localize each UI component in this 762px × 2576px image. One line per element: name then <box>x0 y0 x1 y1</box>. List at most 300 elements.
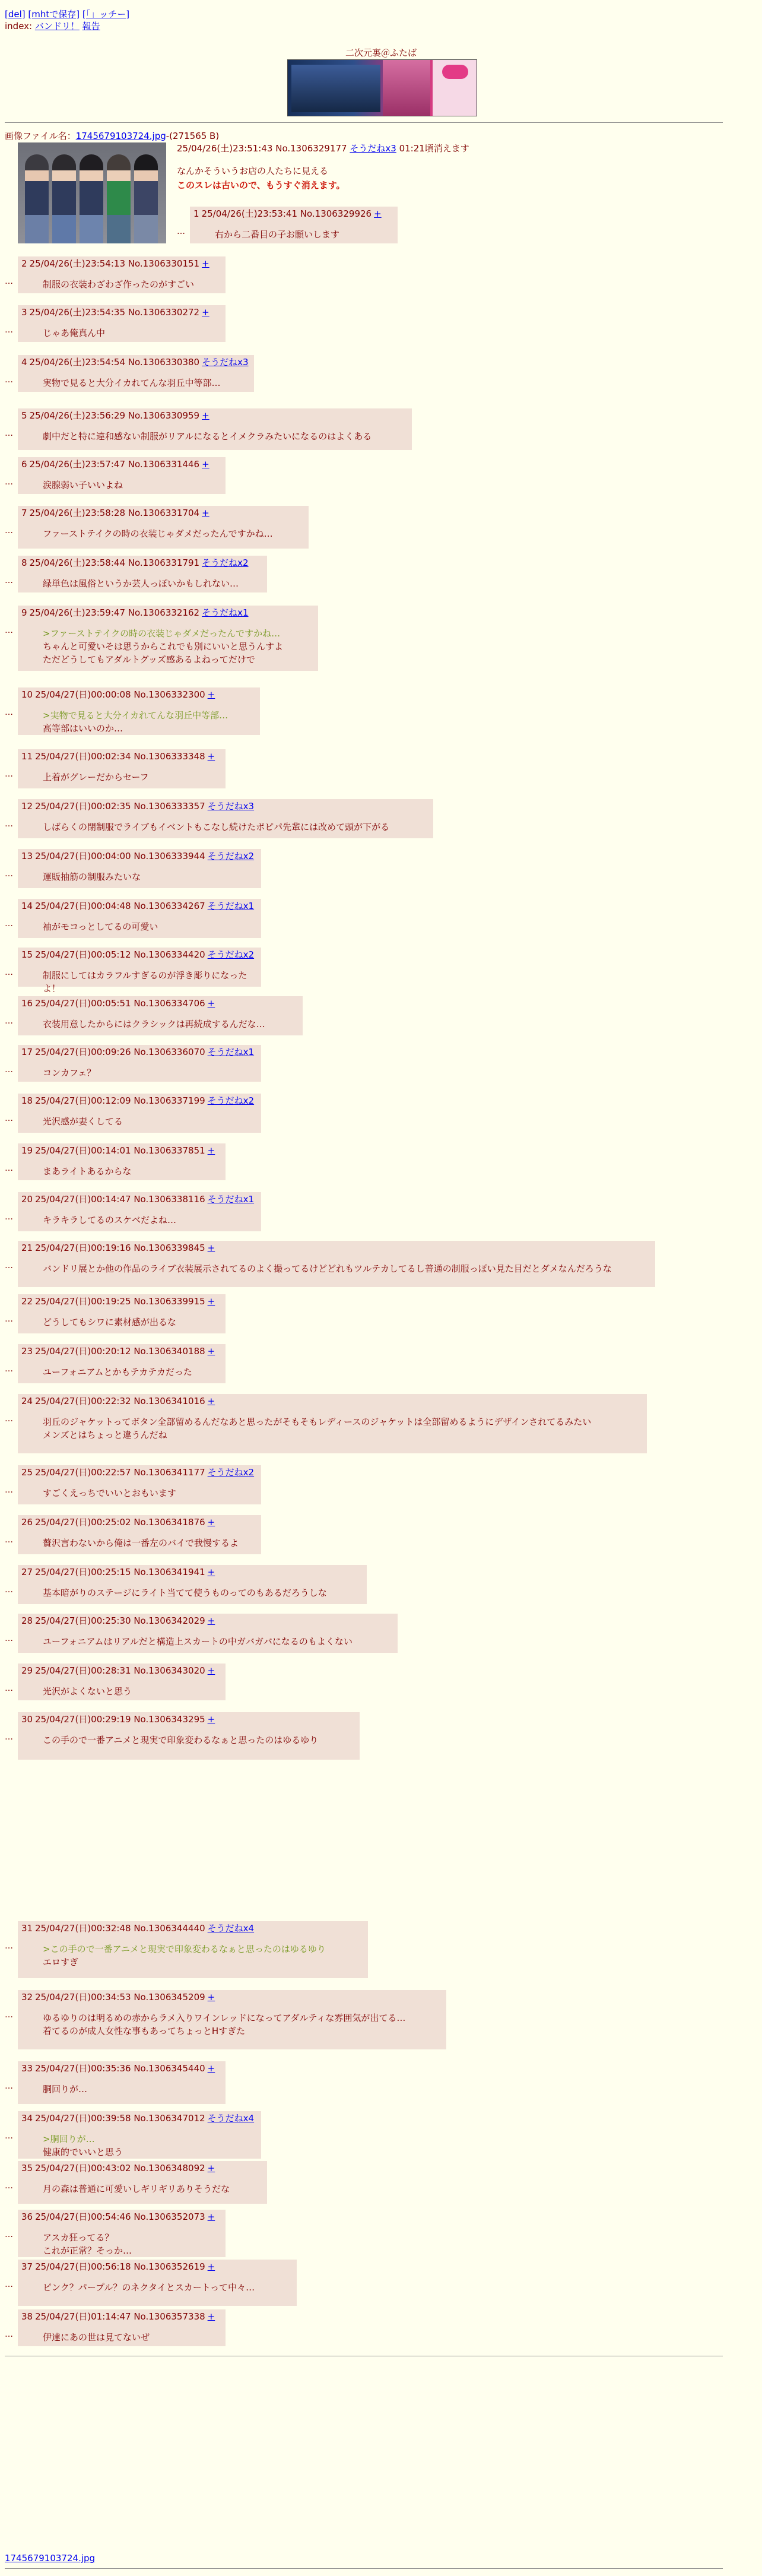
board-title: 二次元裏＠ふたば <box>345 47 417 58</box>
op-old-thread-warning: このスレは古いので、もうすぐ消えます。 <box>177 180 345 191</box>
sodane-button[interactable]: + <box>207 1243 215 1253</box>
reply-body <box>21 2011 443 2038</box>
op-number: No.1306329177 <box>275 143 347 154</box>
reply-body <box>21 709 256 735</box>
reply-header <box>21 1193 258 1205</box>
reply-number: 24 <box>21 1396 33 1406</box>
reply-date: 25/04/27(日)00:04:48 <box>35 901 134 911</box>
reply-indent-marker: … <box>177 227 185 236</box>
reply-header <box>21 607 315 619</box>
reply-post <box>18 2111 261 2159</box>
reply-body <box>21 1262 652 1275</box>
reply-indent-marker: … <box>5 708 13 717</box>
reply-post-number: No.1306341016 <box>134 1396 205 1406</box>
reply-date: 25/04/26(土)23:57:47 <box>29 459 128 470</box>
sodane-button[interactable]: そうだねx1 <box>207 1194 255 1205</box>
reply-post <box>18 556 267 592</box>
reply-text-line: 高等部はいいのか… <box>43 723 123 734</box>
sodane-button[interactable]: そうだねx2 <box>202 557 249 568</box>
reply-text-line: すごくえっちでいいとおもいます <box>43 1488 176 1498</box>
reply-number: 26 <box>21 1517 33 1528</box>
reply-header <box>21 1466 258 1478</box>
reply-text-line: メンズとはちょっと違うんだね <box>43 1430 167 1440</box>
reply-header <box>21 1242 652 1254</box>
reply-post-number: No.1306342029 <box>134 1615 205 1626</box>
reply-header <box>21 1713 356 1725</box>
reply-date: 25/04/27(日)00:22:57 <box>35 1467 134 1478</box>
reply-post-number: No.1306352619 <box>134 2261 205 2272</box>
del-link[interactable]: [del] <box>5 9 26 20</box>
sodane-button[interactable]: + <box>207 2211 215 2222</box>
sodane-button[interactable]: + <box>207 1992 215 2003</box>
reply-text-line: じゃあ俺真ん中 <box>43 328 106 338</box>
reply-body <box>21 820 430 834</box>
sodane-button[interactable]: そうだねx2 <box>207 851 255 861</box>
reply-number: 27 <box>21 1567 33 1577</box>
reply-post-number: No.1306340188 <box>134 1346 205 1357</box>
reply-post-number: No.1306341177 <box>134 1467 205 1478</box>
reply-text-line: 制服の衣装わざわざ作ったのがすごい <box>43 279 195 290</box>
reply-number: 11 <box>21 751 33 762</box>
reply-post <box>18 2309 226 2346</box>
reply-number: 7 <box>21 508 27 518</box>
reply-date: 25/04/27(日)01:14:47 <box>35 2311 134 2322</box>
reply-post <box>18 1094 261 1133</box>
reply-indent-marker: … <box>5 477 13 487</box>
reply-header <box>21 1046 258 1058</box>
reply-text-line: 上着がグレーだからセーフ <box>43 772 149 782</box>
reply-post-number: No.1306345209 <box>134 1992 205 2003</box>
reply-post-number: No.1306333348 <box>134 751 205 762</box>
sodane-button[interactable]: + <box>207 2261 215 2272</box>
reply-post <box>18 355 254 392</box>
sodane-button[interactable]: + <box>207 1145 215 1156</box>
reply-header <box>21 2211 222 2223</box>
report-link[interactable]: 報告 <box>82 21 100 31</box>
reply-post <box>18 996 303 1035</box>
reply-header <box>21 1295 222 1307</box>
reply-indent-marker: … <box>5 769 13 779</box>
reply-indent-marker: … <box>5 2131 13 2141</box>
quote-line: >ファーストテイクの時の衣装じゃダメだったんですかね… <box>43 628 281 639</box>
thumb-figure <box>52 154 76 243</box>
reply-number: 22 <box>21 1296 33 1307</box>
reply-date: 25/04/27(日)00:34:53 <box>35 1992 134 2003</box>
reply-indent-marker: … <box>5 429 13 438</box>
reply-date: 25/04/26(土)23:56:29 <box>29 410 128 421</box>
reply-body <box>21 1165 222 1178</box>
reply-post-number: No.1306332300 <box>134 689 205 700</box>
reply-number: 28 <box>21 1615 33 1626</box>
reply-indent-marker: … <box>5 375 13 385</box>
reply-date: 25/04/27(日)00:39:58 <box>35 2113 134 2124</box>
reply-post <box>18 1990 446 2049</box>
reply-post <box>18 899 261 938</box>
reply-post-number: No.1306334420 <box>134 949 205 960</box>
reply-indent-marker: … <box>5 1414 13 1424</box>
reply-post <box>18 849 261 888</box>
reply-body <box>21 1943 364 1969</box>
reply-number: 36 <box>21 2211 33 2222</box>
reply-number: 1 <box>193 208 199 219</box>
reply-text-line: 光沢がよくないと思う <box>43 1686 132 1697</box>
reply-header <box>21 1922 364 1934</box>
sodane-button[interactable]: + <box>202 307 209 318</box>
reply-body <box>21 1316 222 1329</box>
reply-header <box>21 750 222 762</box>
reply-header <box>21 2311 222 2322</box>
reply-text-line: ファーストテイクの時の衣装じゃダメだったんですかね… <box>43 528 273 539</box>
reply-body <box>21 1635 394 1648</box>
sodane-button[interactable]: + <box>207 998 215 1009</box>
reply-body <box>21 430 408 443</box>
sodane-button[interactable]: そうだねx1 <box>207 901 255 911</box>
reply-text-line: 運販抽筋の制服みたいな <box>43 872 141 882</box>
reply-number: 38 <box>21 2311 33 2322</box>
footer-divider <box>5 2568 723 2569</box>
reply-text-line: 着てるのが成人女性な事もあってちょっとHすぎた <box>43 2026 246 2036</box>
reply-post <box>18 948 261 994</box>
reply-post <box>18 1344 226 1383</box>
reply-date: 25/04/26(土)23:59:47 <box>29 607 128 618</box>
op-file-line <box>5 129 219 142</box>
reply-indent-marker: … <box>5 2280 13 2289</box>
reply-post-number: No.1306341941 <box>134 1567 205 1577</box>
reply-number: 9 <box>21 607 27 618</box>
reply-post <box>190 207 398 243</box>
reply-header <box>21 1665 222 1677</box>
reply-body <box>21 1734 356 1747</box>
reply-date: 25/04/27(日)00:35:36 <box>35 2063 134 2074</box>
reply-text-line: 袖がモコっとしてるの可愛い <box>43 921 158 932</box>
top-divider <box>5 122 723 123</box>
reply-text-line: 胴回りが… <box>43 2084 88 2095</box>
sodane-button[interactable]: + <box>202 459 209 470</box>
reply-date: 25/04/27(日)00:32:48 <box>35 1923 134 1934</box>
reply-indent-marker: … <box>5 325 13 335</box>
search-link[interactable]: [「」ッチー] <box>82 9 130 20</box>
thumb-figure <box>134 154 158 243</box>
quote-line: >胴回りが… <box>43 2134 95 2144</box>
reply-indent-marker: … <box>5 2330 13 2339</box>
reply-header <box>21 800 430 812</box>
reply-date: 25/04/27(日)00:12:09 <box>35 1095 134 1106</box>
reply-post <box>18 799 433 838</box>
file-size: -(271565 B) <box>166 131 220 141</box>
reply-post-number: No.1306331446 <box>128 459 200 470</box>
reply-post <box>18 2210 226 2257</box>
reply-post <box>18 506 309 549</box>
reply-indent-marker: … <box>5 2230 13 2239</box>
reply-post-number: No.1306330151 <box>128 258 200 269</box>
thumb-figure <box>25 154 49 243</box>
reply-post <box>18 749 226 788</box>
reply-date: 25/04/27(日)00:25:15 <box>35 1567 134 1577</box>
reply-body <box>21 2231 222 2257</box>
reply-post <box>18 2161 267 2204</box>
reply-post-number: No.1306333357 <box>134 801 205 812</box>
reply-post <box>18 408 412 450</box>
reply-body <box>21 1066 258 1079</box>
op-file-link[interactable]: 1745679103724.jpg <box>75 131 166 141</box>
reply-post-number: No.1306337199 <box>134 1095 205 1106</box>
op-body <box>177 164 469 192</box>
reply-number: 2 <box>21 258 27 269</box>
reply-post-number: No.1306336070 <box>134 1047 205 1057</box>
reply-body <box>21 1365 222 1379</box>
sodane-button[interactable]: そうだねx4 <box>207 1923 255 1934</box>
reply-header <box>21 997 299 1009</box>
sodane-button[interactable]: + <box>202 258 209 269</box>
sodane-button[interactable]: そうだねx1 <box>207 1047 255 1057</box>
reply-header <box>21 850 258 862</box>
reply-number: 23 <box>21 1346 33 1357</box>
sodane-button[interactable]: + <box>207 1567 215 1577</box>
reply-number: 20 <box>21 1194 33 1205</box>
reply-indent-marker: … <box>5 2010 13 2020</box>
reply-indent-marker: … <box>5 277 13 286</box>
reply-date: 25/04/27(日)00:25:30 <box>35 1615 134 1626</box>
reply-indent-marker: … <box>5 1261 13 1270</box>
reply-post-number: No.1306331704 <box>128 508 200 518</box>
reply-header <box>21 1145 222 1156</box>
reply-post-number: No.1306339845 <box>134 1243 205 1253</box>
reply-text-line: まあライトあるからな <box>43 1166 132 1177</box>
reply-date: 25/04/27(日)00:05:12 <box>35 949 134 960</box>
sodane-button[interactable]: そうだねx1 <box>202 607 249 618</box>
reply-post <box>18 687 260 735</box>
reply-post <box>18 1294 226 1333</box>
reply-text-line: バンドリ展とか他の作品のライブ衣装展示されてるのよく撮ってるけどどれもツルテカしてるし普通の制服っぽい見た目だとダメなんだろうな <box>43 1263 612 1274</box>
sodane-button[interactable]: + <box>207 2163 215 2173</box>
file-label: 画像ファイル名： <box>5 131 76 141</box>
reply-number: 8 <box>21 557 27 568</box>
banner-art-right <box>433 60 477 116</box>
reply-number: 14 <box>21 901 33 911</box>
index-board-link[interactable]: バンドリ！ <box>34 21 80 31</box>
op-date: 25/04/26(土)23:51:43 <box>177 143 273 154</box>
reply-post <box>18 1045 261 1082</box>
reply-post <box>18 2061 226 2104</box>
reply-text-line: これが正常？そっか… <box>43 2245 132 2256</box>
reply-date: 25/04/27(日)00:29:19 <box>35 1714 134 1725</box>
sodane-button[interactable]: + <box>207 2311 215 2322</box>
reply-header <box>21 900 258 912</box>
reply-date: 25/04/27(日)00:00:08 <box>35 689 134 700</box>
sodane-button[interactable]: + <box>207 689 215 700</box>
reply-date: 25/04/27(日)00:28:31 <box>35 1665 134 1676</box>
reply-text-line: この手ので一番アニメと現実で印象変わるなぁと思ったのはゆるゆり <box>43 1735 319 1745</box>
op-text-line: なんかそういうお店の人たちに見える <box>177 166 329 176</box>
reply-text-line: エロすぎ <box>43 1957 79 1967</box>
reply-header <box>21 2162 263 2174</box>
reply-text-line: ただどうしてもアダルトグッズ感あるよねってだけで <box>43 654 255 665</box>
reply-post-number: No.1306341876 <box>134 1517 205 1528</box>
reply-post <box>18 1394 647 1453</box>
reply-header <box>21 1991 443 2003</box>
sodane-button[interactable]: + <box>207 2063 215 2074</box>
quote-line: >この手ので一番アニメと現実で印象変わるなぁと思ったのはゆるゆり <box>43 1944 326 1954</box>
reply-indent-marker: … <box>5 1684 13 1693</box>
reply-text-line: ユーフォニアムとかもテカテカだった <box>43 1367 192 1377</box>
reply-date: 25/04/27(日)00:14:01 <box>35 1145 134 1156</box>
sodane-button[interactable]: そうだねx2 <box>207 1467 255 1478</box>
reply-text-line: 劇中だと特に違和感ない制服がリアルになるとイメクラみたいになるのはよくある <box>43 431 372 442</box>
sodane-button[interactable]: + <box>207 1714 215 1725</box>
reply-post <box>18 1921 368 1978</box>
reply-text-line: コンカフェ？ <box>43 1067 96 1078</box>
reply-date: 25/04/26(土)23:53:41 <box>201 208 300 219</box>
reply-post-number: No.1306343020 <box>134 1665 205 1676</box>
reply-post-number: No.1306337851 <box>134 1145 205 1156</box>
top-links <box>5 8 129 32</box>
reply-text-line: 衣装用意したからにはクラシックは再続成するんだな… <box>43 1019 265 1029</box>
reply-body <box>21 2133 258 2159</box>
reply-post-number: No.1306334267 <box>134 901 205 911</box>
reply-body <box>21 1415 643 1441</box>
reply-number: 19 <box>21 1145 33 1156</box>
sodane-button[interactable]: そうだねx3 <box>202 357 249 367</box>
reply-post-number: No.1306330272 <box>128 307 200 318</box>
reply-header <box>21 306 222 318</box>
reply-text-line: 健康的でいいと思う <box>43 2147 123 2157</box>
reply-indent-marker: … <box>5 2181 13 2191</box>
reply-post-number: No.1306345440 <box>134 2063 205 2074</box>
reply-header <box>21 1395 643 1407</box>
reply-post-number: No.1306331791 <box>128 557 200 568</box>
sodane-button[interactable]: そうだねx3 <box>207 801 255 812</box>
reply-body <box>21 870 258 883</box>
reply-post-number: No.1306338116 <box>134 1194 205 1205</box>
reply-text-line: ちゃんと可愛いそは思うからこれでも別にいいと思うんすよ <box>43 641 284 652</box>
sodane-button[interactable]: + <box>207 1517 215 1528</box>
reply-post-number: No.1306332162 <box>128 607 200 618</box>
reply-date: 25/04/27(日)00:19:25 <box>35 1296 134 1307</box>
reply-text-line: しばらくの閉制服でライブもイベントもこなし続けたポピパ先輩には改めて頭が下がる <box>43 822 390 832</box>
banner-ad[interactable] <box>287 59 477 116</box>
reply-date: 25/04/27(日)00:04:00 <box>35 851 134 861</box>
reply-indent-marker: … <box>5 1016 13 1026</box>
reply-indent-marker: … <box>5 2081 13 2091</box>
reply-text-line: ピンク？パープル？のネクタイとスカートって中々… <box>43 2282 255 2293</box>
reply-indent-marker: … <box>5 1212 13 1222</box>
reply-indent-marker: … <box>5 1164 13 1173</box>
reply-date: 25/04/27(日)00:43:02 <box>35 2163 134 2173</box>
reply-number: 4 <box>21 357 27 367</box>
reply-header <box>21 458 222 470</box>
reply-number: 34 <box>21 2113 33 2124</box>
reply-number: 18 <box>21 1095 33 1106</box>
sodane-button[interactable]: そうだねx2 <box>207 949 255 960</box>
reply-post <box>18 1241 655 1287</box>
reply-body <box>21 2331 222 2344</box>
op-post <box>177 142 469 192</box>
banner-art-middle <box>383 60 430 116</box>
reply-number: 16 <box>21 998 33 1009</box>
reply-indent-marker: … <box>5 1114 13 1123</box>
reply-text-line: 基本暗がりのステージにライト当てて使うものってのもあるだろうしな <box>43 1588 327 1598</box>
mht-save-link[interactable]: [mhtで保存] <box>28 9 80 20</box>
reply-date: 25/04/27(日)00:09:26 <box>35 1047 134 1057</box>
reply-post <box>18 1712 360 1760</box>
sodane-button[interactable]: + <box>202 410 209 421</box>
reply-date: 25/04/27(日)00:56:18 <box>35 2261 134 2272</box>
thumb-figure <box>107 154 131 243</box>
reply-post <box>18 1664 226 1700</box>
sodane-button[interactable]: + <box>207 1346 215 1357</box>
reply-date: 25/04/27(日)00:02:34 <box>35 751 134 762</box>
sodane-button[interactable]: そうだねx4 <box>207 2113 255 2124</box>
reply-header <box>21 507 305 519</box>
reply-text-line: 右から二番目の子お願いします <box>215 229 340 240</box>
reply-body <box>21 1536 258 1550</box>
reply-post <box>18 1143 226 1180</box>
reply-body <box>21 2281 293 2294</box>
index-label: index: <box>5 21 33 31</box>
op-thumbnail[interactable] <box>18 142 166 243</box>
op-header <box>177 142 469 154</box>
sodane-button[interactable]: + <box>207 751 215 762</box>
reply-post-number: No.1306329926 <box>300 208 372 219</box>
reply-post <box>18 1192 261 1231</box>
reply-text-line: キラキラしてるのスケベだよね… <box>43 1215 177 1225</box>
reply-indent-marker: … <box>5 1634 13 1643</box>
reply-header <box>21 1566 363 1578</box>
reply-number: 32 <box>21 1992 33 2003</box>
reply-date: 25/04/27(日)00:20:12 <box>35 1346 134 1357</box>
reply-number: 31 <box>21 1923 33 1934</box>
quote-line: >実物で見ると大分イカれてんな羽丘中等部… <box>43 710 228 721</box>
reply-indent-marker: … <box>5 1364 13 1374</box>
reply-date: 25/04/26(土)23:58:44 <box>29 557 128 568</box>
sodane-button[interactable]: + <box>374 208 382 219</box>
reply-body <box>21 2083 222 2096</box>
sodane-button[interactable]: + <box>202 508 209 518</box>
sodane-button[interactable]: + <box>207 1296 215 1307</box>
sodane-button[interactable]: + <box>207 1615 215 1626</box>
sodane-button[interactable]: + <box>207 1665 215 1676</box>
reply-post <box>18 1515 261 1554</box>
reply-header <box>21 258 222 270</box>
reply-date: 25/04/27(日)00:14:47 <box>35 1194 134 1205</box>
reply-post-number: No.1306343295 <box>134 1714 205 1725</box>
reply-text-line: 羽丘のジャケットってボタン全部留めるんだなあと思ったがそもそもレディースのジャケットは全部留めるようにデザインされてるみたい <box>43 1417 592 1427</box>
reply-indent-marker: … <box>5 869 13 879</box>
sodane-button[interactable]: そうだねx2 <box>207 1095 255 1106</box>
reply-post <box>18 1614 398 1653</box>
reply-header <box>21 557 263 569</box>
reply-number: 13 <box>21 851 33 861</box>
bottom-file-link[interactable]: 1745679103724.jpg <box>5 2553 96 2564</box>
sodane-button[interactable]: + <box>207 1396 215 1406</box>
reply-body <box>21 1487 258 1500</box>
reply-body <box>21 527 305 540</box>
op-sodane-button[interactable]: そうだねx3 <box>350 143 396 154</box>
reply-body <box>21 2182 263 2195</box>
banner-art-left <box>291 65 380 112</box>
reply-body <box>21 920 258 933</box>
reply-header <box>21 2062 222 2074</box>
reply-post-number: No.1306348092 <box>134 2163 205 2173</box>
reply-text-line: 光沢感が妻くしてる <box>43 1116 123 1127</box>
reply-post-number: No.1306347012 <box>134 2113 205 2124</box>
reply-body <box>21 577 263 590</box>
reply-header <box>21 2112 258 2124</box>
reply-indent-marker: … <box>5 1732 13 1742</box>
reply-post <box>18 305 226 342</box>
reply-number: 3 <box>21 307 27 318</box>
reply-number: 29 <box>21 1665 33 1676</box>
